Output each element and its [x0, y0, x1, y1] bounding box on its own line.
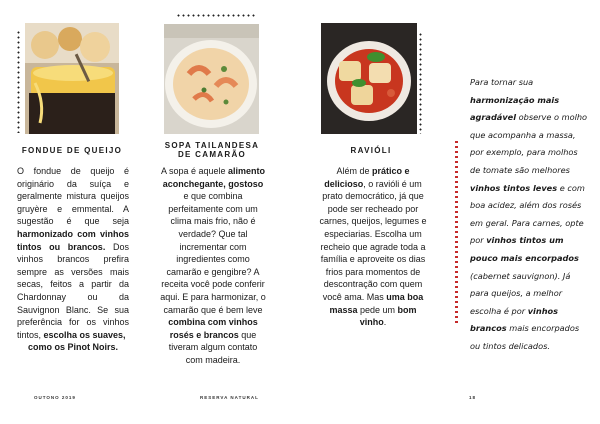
aside-red-dashed-rule: [455, 141, 458, 323]
aside-text-2: observe o molho que acompanha a massa, por exemplo, para molhos de tomate são melhores: [470, 112, 588, 175]
fondue-highlight-1: harmonizado com vinhos tintos ou brancos.: [17, 228, 129, 252]
footer-magazine-name: RESERVA NATURAL: [200, 395, 259, 400]
fondue-highlight-2: escolha os suaves,: [43, 329, 126, 340]
dotted-border-left: [17, 30, 20, 133]
aside-text-4: (cabernet sauvignon). Já para queijos, a melhor escolha é por: [470, 270, 571, 316]
dotted-border-right: [419, 32, 422, 134]
aside-highlight-1: harmonização mais agradável: [470, 94, 560, 123]
ravioli-text-1: Além de: [336, 166, 372, 176]
ravioli-highlight-3: bom vinho: [359, 304, 417, 328]
soup-heading-line-2: DE CAMARÃO: [177, 150, 247, 159]
ravioli-photo: [321, 23, 417, 134]
aside-wine-tip: [470, 74, 588, 356]
ravioli-highlight-1: prático e delicioso: [324, 166, 410, 189]
footer-page-number: 18: [469, 395, 477, 400]
aside-highlight-4: vinhos brancos: [470, 305, 559, 334]
aside-text-3: e com boa acidez, além dos rosés em geral. Para carnes, opte por: [470, 182, 585, 246]
fondue-text-1: O fondue de queijo é originário da suíça e geralmente mistura queijos gruyère e emmental. A sugestão é que seja: [17, 166, 129, 227]
column-body-ravioli: [316, 165, 430, 329]
fondue-text-2: Dos vinhos brancos prefira sempre as versões mais secas, feitos a partir da Chardonnay ou da Sauvignon Blanc. Se sua preferência for os vinhos tintos,: [17, 241, 129, 340]
aside-highlight-2: vinhos tintos leves: [470, 182, 558, 193]
soup-text-1: A sopa é aquele: [160, 166, 229, 176]
ravioli-highlight-2: uma boa massa: [329, 291, 424, 315]
soup-heading-line-1: SOPA TAILANDESA: [164, 141, 260, 150]
ravioli-text-2: , o ravióli é um prato democrático, já que pode ser recheado por carnes, queijos, legumes e especiarias. Escolha um recheio que agrade toda a família e aproveite os dias frios para momentos de descontração com quem você ama. Mas: [319, 178, 427, 302]
soup-highlight-2: combina com vinhos rosés e brancos: [168, 317, 258, 340]
footer-issue: OUTONO 2019: [34, 395, 76, 400]
shrimp-soup-photo: [164, 24, 259, 134]
column-body-fondue: [17, 165, 129, 354]
ravioli-text-4: .: [383, 317, 387, 328]
aside-highlight-3: vinhos tintos um pouco mais encorpados: [470, 235, 579, 263]
column-heading-soup: [159, 141, 265, 159]
cheese-fondue-photo: [25, 23, 119, 134]
soup-highlight-1: alimento aconchegante, gostoso: [162, 166, 266, 189]
aside-text-5: mais encorpados ou tintos delicados.: [470, 323, 580, 351]
column-heading-ravioli: RAVIÓLI: [350, 146, 392, 155]
ravioli-text-3: pede um: [357, 304, 398, 315]
column-heading-fondue: FONDUE DE QUEIJO: [21, 146, 123, 155]
soup-text-2: e que combina perfeitamente com um clima mais frio, não é verdade? Que tal incrementar com ingredientes como camarão e gengibre? A receita você pode conferir aqui. E para harmonizar, o camarão que é bem leve: [160, 191, 266, 315]
column-body-soup: [160, 165, 266, 367]
aside-text-1: Para tornar sua: [470, 77, 534, 87]
soup-text-3: que tiveram algum contato com madeira.: [168, 329, 258, 365]
fondue-highlight-3: como os Pinot Noirs.: [27, 342, 118, 353]
dotted-border-top: [176, 14, 256, 17]
